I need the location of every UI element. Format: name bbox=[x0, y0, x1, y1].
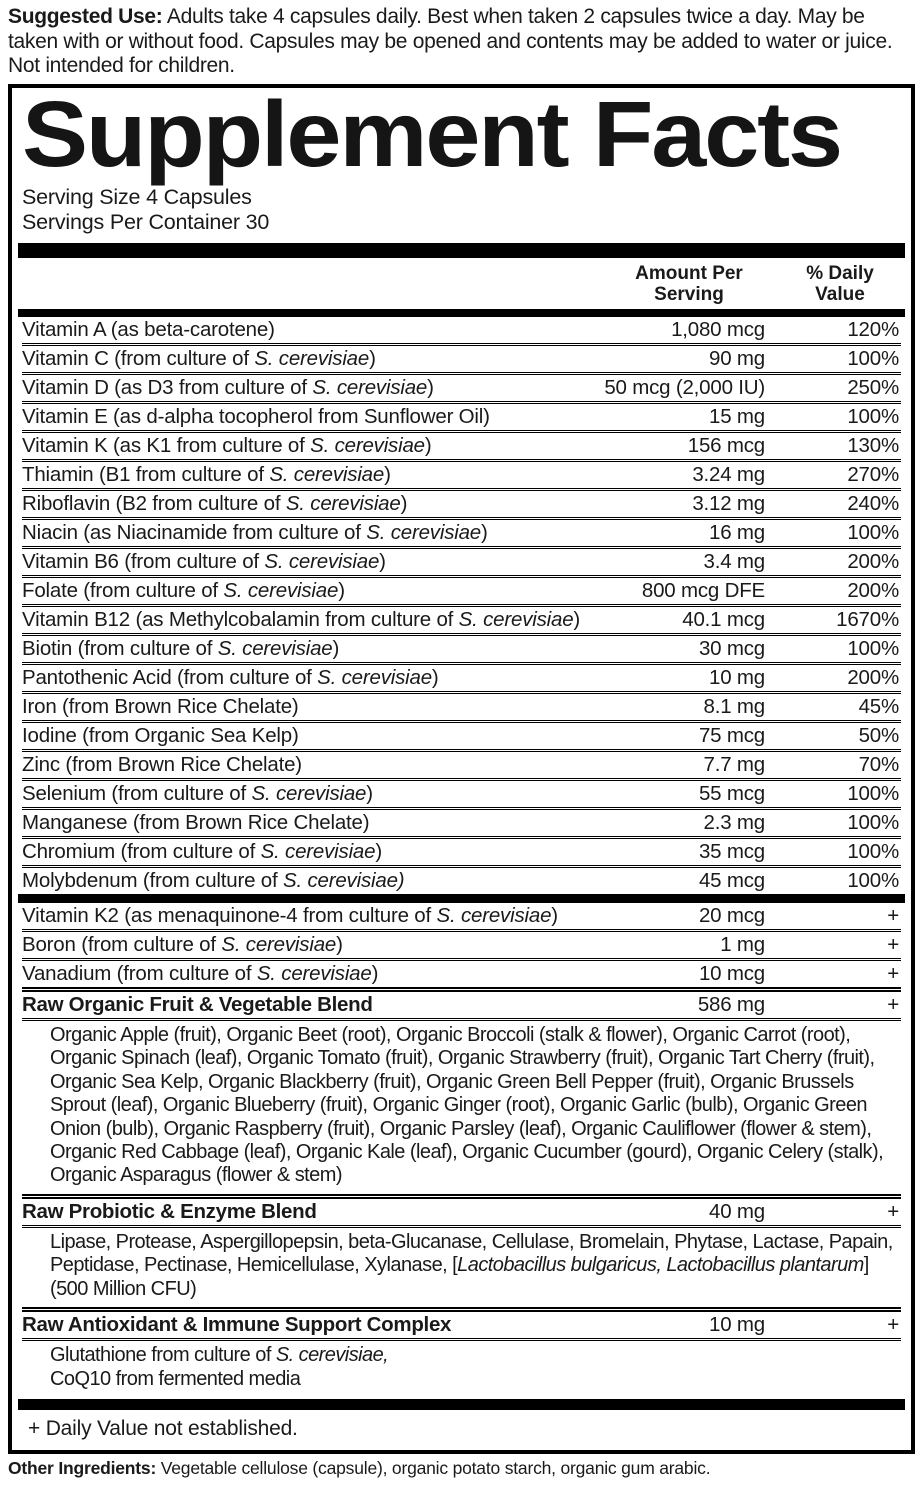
nutrient-name bbox=[22, 868, 599, 894]
nutrient-name-text: Riboflavin (B2 from culture of bbox=[22, 492, 286, 516]
nutrient-name-text: Selenium (from culture of bbox=[22, 782, 252, 806]
nutrient-name-text: Vitamin E (as d-alpha tocopherol from Sunflower Oil) bbox=[22, 405, 490, 429]
nutrient-dv: 100% bbox=[847, 405, 899, 429]
nutrient-name-text: ) bbox=[573, 608, 581, 632]
nutrient-name bbox=[22, 404, 599, 430]
blend-name: Raw Antioxidant & Immune Support Complex bbox=[22, 1313, 452, 1337]
blend-description-italic: Lactobacillus bulgaricus, Lactobacillus plantarum bbox=[457, 1254, 864, 1277]
panel-title: Supplement Facts bbox=[22, 81, 841, 186]
nutrient-row bbox=[22, 317, 901, 343]
nutrient-amount: 10 mcg bbox=[698, 962, 765, 986]
nutrient-rows-no-dv bbox=[22, 903, 901, 987]
suggested-use bbox=[0, 0, 923, 84]
blend-name: Raw Probiotic & Enzyme Blend bbox=[22, 1199, 317, 1223]
nutrient-row bbox=[22, 430, 901, 459]
nutrient-name-text: Vitamin B6 (from culture of bbox=[22, 550, 265, 574]
nutrient-name bbox=[22, 375, 599, 401]
nutrient-name-text: Vitamin K (as K1 from culture of bbox=[22, 434, 311, 458]
nutrient-row bbox=[22, 778, 901, 807]
column-headers bbox=[22, 258, 901, 309]
nutrient-row bbox=[22, 749, 901, 778]
nutrient-dv: 100% bbox=[847, 869, 899, 893]
nutrient-row bbox=[22, 343, 901, 372]
nutrient-name-italic: S. cerevisiae bbox=[251, 782, 367, 806]
servings-per-container: Servings Per Container 30 bbox=[22, 210, 270, 235]
nutrient-name-text: ) bbox=[400, 492, 408, 516]
nutrient-row bbox=[22, 691, 901, 720]
nutrient-name bbox=[22, 578, 599, 604]
divider-bar-top bbox=[18, 243, 905, 258]
nutrient-name-text: ) bbox=[379, 550, 386, 574]
column-spacer bbox=[22, 263, 599, 305]
nutrient-row bbox=[22, 546, 901, 575]
column-header-dv-text: % Daily Value bbox=[806, 263, 874, 306]
supplement-facts-panel bbox=[8, 81, 915, 1454]
nutrient-row bbox=[22, 662, 901, 691]
nutrient-name-text: ) bbox=[366, 782, 373, 806]
nutrient-amount: 15 mg bbox=[709, 405, 765, 429]
nutrient-name-text: ) bbox=[371, 962, 379, 986]
nutrient-dv: 100% bbox=[847, 347, 899, 371]
nutrient-name-text: ) bbox=[338, 579, 345, 603]
nutrient-name-italic: S. cerevisiae bbox=[254, 347, 370, 371]
nutrient-amount: 35 mcg bbox=[698, 840, 765, 864]
nutrient-dv: 250% bbox=[847, 376, 899, 400]
nutrient-name-italic: S. cerevisiae bbox=[260, 840, 376, 864]
nutrient-dv: + bbox=[887, 962, 899, 986]
nutrient-amount: 1 mg bbox=[720, 933, 765, 957]
other-ingredients-label: Other Ingredients: bbox=[8, 1457, 157, 1478]
nutrient-row bbox=[22, 401, 901, 430]
nutrient-row bbox=[22, 488, 901, 517]
nutrient-dv: 1670% bbox=[836, 608, 899, 632]
nutrient-name bbox=[22, 839, 599, 865]
blend-description-text: Lipase, Protease, Aspergillopepsin, beta-Glucanase, Cellulase, Bromelain, Phytase, Lactase, Papain, Peptidase, Pectinase, Hemicellulase, Xylanase, [ bbox=[50, 1230, 893, 1277]
nutrient-dv: 200% bbox=[847, 579, 899, 603]
blend-sections bbox=[22, 987, 901, 1397]
nutrient-name-italic: S. cerevisiae bbox=[317, 666, 432, 690]
nutrient-name-italic: S. cerevisiae bbox=[285, 492, 401, 516]
nutrient-amount: 40.1 mcg bbox=[682, 608, 765, 632]
nutrient-row bbox=[22, 836, 901, 865]
blend-header-row bbox=[22, 1307, 901, 1338]
nutrient-name-text: ) bbox=[369, 347, 376, 371]
nutrient-amount: 30 mcg bbox=[698, 637, 765, 661]
blend-dv: + bbox=[887, 1313, 899, 1337]
nutrient-amount: 16 mg bbox=[709, 521, 765, 545]
nutrient-amount: 1,080 mcg bbox=[671, 318, 765, 342]
blend-dv: + bbox=[887, 1199, 899, 1223]
nutrient-name-text: Thiamin (B1 from culture of bbox=[22, 463, 270, 487]
nutrient-amount: 10 mg bbox=[709, 666, 765, 690]
nutrient-name bbox=[22, 903, 599, 929]
nutrient-name-italic: S. cerevisiae bbox=[256, 962, 372, 986]
nutrient-name-text: Iron (from Brown Rice Chelate) bbox=[22, 695, 299, 719]
blend-amount: 40 mg bbox=[709, 1199, 765, 1223]
nutrient-row bbox=[22, 633, 901, 662]
column-header-dv bbox=[779, 263, 901, 305]
nutrient-name bbox=[22, 752, 599, 778]
nutrient-name-text: ) bbox=[481, 521, 488, 545]
nutrient-row bbox=[22, 807, 901, 836]
blend-header-row bbox=[22, 987, 901, 1018]
other-ingredients bbox=[0, 1454, 923, 1482]
nutrient-name-italic: S. cerevisiae bbox=[223, 579, 339, 603]
blend-description-italic: S. cerevisiae, bbox=[275, 1344, 389, 1367]
nutrient-name-text: Biotin (from culture of bbox=[22, 637, 218, 661]
nutrient-dv: 130% bbox=[847, 434, 899, 458]
blend-description bbox=[22, 1225, 901, 1307]
blend-description-text: Glutathione from culture of bbox=[50, 1344, 276, 1367]
nutrient-name-italic: S. cerevisiae bbox=[264, 550, 380, 574]
nutrient-name bbox=[22, 665, 599, 691]
nutrient-name bbox=[22, 781, 599, 807]
nutrient-dv: 100% bbox=[847, 840, 899, 864]
nutrient-name-text: Vitamin K2 (as menaquinone-4 from culture of bbox=[22, 904, 437, 928]
blend-header-row bbox=[22, 1194, 901, 1225]
nutrient-name-text: ) bbox=[332, 637, 340, 661]
nutrient-dv: + bbox=[887, 933, 899, 957]
nutrient-name-text: ) bbox=[336, 933, 343, 957]
nutrient-name-italic: S. cerevisiae) bbox=[283, 869, 405, 893]
nutrient-name-text: ) bbox=[375, 840, 382, 864]
nutrient-row bbox=[22, 575, 901, 604]
nutrient-name bbox=[22, 961, 599, 987]
nutrient-name bbox=[22, 433, 599, 459]
nutrient-name-text: Boron (from culture of bbox=[22, 933, 222, 957]
nutrient-row bbox=[22, 720, 901, 749]
nutrient-name bbox=[22, 607, 599, 633]
nutrient-name bbox=[22, 462, 599, 488]
nutrient-row bbox=[22, 903, 901, 929]
nutrient-name-italic: S. cerevisiae bbox=[221, 933, 337, 957]
nutrient-name-text: Vitamin C (from culture of bbox=[22, 347, 255, 371]
divider-bar-header bbox=[18, 309, 905, 317]
blend-amount: 586 mg bbox=[697, 993, 765, 1017]
other-ingredients-text: Vegetable cellulose (capsule), organic potato starch, organic gum arabic. bbox=[156, 1457, 711, 1478]
nutrient-name-italic: S. cerevisiae bbox=[312, 376, 428, 400]
nutrient-amount: 75 mcg bbox=[698, 724, 765, 748]
nutrient-dv: 70% bbox=[858, 753, 899, 777]
nutrient-name-text: Manganese (from Brown Rice Chelate) bbox=[22, 811, 370, 835]
nutrient-row bbox=[22, 958, 901, 987]
nutrient-name-text: Vitamin B12 (as Methylcobalamin from culture of bbox=[22, 608, 459, 632]
blend-description-text: Organic Apple (fruit), Organic Beet (root), Organic Broccoli (stalk & flower), Organic Carrot (root), Organic Spinach (leaf), Organic Tomato (fruit), Organic Strawberry (fruit), Organic Tart Cherry (fruit), Organic Sea Kelp, Organic Blackberry (fruit), Organic Green Bell Pepper (fruit), Organic Brussels Sprout (leaf), Organic Blueberry (fruit), Organic Ginger (root), Organic Garlic (bulb), Organic Green Onion (bulb), Organic Raspberry (fruit), Organic Parsley (leaf), Organic Cauliflower (flower & stem), Organic Red Cabbage (leaf), Organic Kale (leaf), Organic Cucumber (gourd), Organic Celery (stalk), Organic Asparagus (flower & stem) bbox=[50, 1024, 884, 1187]
nutrient-amount: 2.3 mg bbox=[703, 811, 765, 835]
serving-size: Serving Size 4 Capsules bbox=[22, 185, 252, 210]
nutrient-dv: 200% bbox=[847, 550, 899, 574]
nutrient-name bbox=[22, 636, 599, 662]
column-header-amount bbox=[599, 263, 779, 305]
nutrient-amount: 90 mg bbox=[709, 347, 765, 371]
nutrient-name-text: Niacin (as Niacinamide from culture of bbox=[22, 521, 367, 545]
nutrient-amount: 50 mcg (2,000 IU) bbox=[604, 376, 765, 400]
nutrient-amount: 20 mcg bbox=[698, 904, 765, 928]
nutrient-dv: 100% bbox=[847, 782, 899, 806]
nutrient-name-text: ) bbox=[427, 376, 434, 400]
nutrient-dv: 45% bbox=[858, 695, 899, 719]
nutrient-name-italic: S. cerevisiae bbox=[458, 608, 574, 632]
blend-description-text: CoQ10 from fermented media bbox=[50, 1367, 301, 1390]
nutrient-amount: 3.4 mg bbox=[703, 550, 765, 574]
nutrient-amount: 156 mcg bbox=[687, 434, 765, 458]
nutrient-name-italic: S. cerevisiae bbox=[436, 904, 552, 928]
nutrient-name-text: Vitamin D (as D3 from culture of bbox=[22, 376, 313, 400]
nutrient-amount: 8.1 mg bbox=[703, 695, 765, 719]
blend-dv: + bbox=[887, 993, 899, 1017]
blend-description-text: ] (500 Million CFU) bbox=[50, 1254, 869, 1300]
nutrient-name-text: Molybdenum (from culture of bbox=[22, 869, 284, 893]
nutrient-name-text: Pantothenic Acid (from culture of bbox=[22, 666, 318, 690]
suggested-use-label: Suggested Use: bbox=[8, 5, 163, 28]
nutrient-name-text: Chromium (from culture of bbox=[22, 840, 261, 864]
nutrient-name-italic: S. cerevisiae bbox=[217, 637, 333, 661]
nutrient-name-text: ) bbox=[431, 666, 439, 690]
nutrient-name-text: Vanadium (from culture of bbox=[22, 962, 257, 986]
nutrient-row bbox=[22, 459, 901, 488]
column-header-amount-text: Amount Per Serving bbox=[635, 263, 743, 306]
nutrient-amount: 7.7 mg bbox=[703, 753, 765, 777]
nutrient-dv: 100% bbox=[847, 811, 899, 835]
nutrient-dv: + bbox=[887, 904, 899, 928]
nutrient-name-text: ) bbox=[424, 434, 432, 458]
nutrient-amount: 3.12 mg bbox=[692, 492, 765, 516]
nutrient-name bbox=[22, 723, 599, 749]
nutrient-name-text: Vitamin A (as beta-carotene) bbox=[22, 318, 275, 342]
nutrient-dv: 50% bbox=[858, 724, 899, 748]
divider-bar-footnote bbox=[18, 1399, 905, 1410]
nutrient-name-text: Zinc (from Brown Rice Chelate) bbox=[22, 753, 302, 777]
nutrient-name-text: ) bbox=[384, 463, 391, 487]
nutrient-row bbox=[22, 372, 901, 401]
nutrient-name bbox=[22, 346, 599, 372]
nutrient-amount: 55 mcg bbox=[698, 782, 765, 806]
nutrient-name bbox=[22, 317, 599, 343]
nutrient-rows-main bbox=[22, 317, 901, 894]
nutrient-name bbox=[22, 491, 599, 517]
nutrient-dv: 100% bbox=[847, 521, 899, 545]
nutrient-amount: 45 mcg bbox=[698, 869, 765, 893]
nutrient-name-italic: S. cerevisiae bbox=[310, 434, 425, 458]
nutrient-dv: 200% bbox=[847, 666, 899, 690]
blend-description bbox=[22, 1018, 901, 1194]
nutrient-name bbox=[22, 932, 599, 958]
nutrient-amount: 800 mcg DFE bbox=[641, 579, 765, 603]
nutrient-name-text: Iodine (from Organic Sea Kelp) bbox=[22, 724, 299, 748]
nutrient-dv: 120% bbox=[847, 318, 899, 342]
blend-amount: 10 mg bbox=[709, 1313, 765, 1337]
blend-name: Raw Organic Fruit & Vegetable Blend bbox=[22, 993, 373, 1017]
divider-bar-middle bbox=[18, 894, 905, 903]
nutrient-name bbox=[22, 549, 599, 575]
nutrient-row bbox=[22, 604, 901, 633]
nutrient-name bbox=[22, 810, 599, 836]
nutrient-name bbox=[22, 520, 599, 546]
nutrient-row bbox=[22, 865, 901, 894]
nutrient-name bbox=[22, 694, 599, 720]
nutrient-row bbox=[22, 929, 901, 958]
blend-description bbox=[22, 1338, 901, 1397]
suggested-use-text: Adults take 4 capsules daily. Best when taken 2 capsules twice a day. May be taken with or without food. Capsules may be opened and contents may be added to water or juice. Not intended for children. bbox=[8, 5, 893, 77]
nutrient-name-italic: S. cerevisiae bbox=[366, 521, 482, 545]
nutrient-name-text: Folate (from culture of bbox=[22, 579, 224, 603]
nutrient-name-italic: S. cerevisiae bbox=[269, 463, 385, 487]
nutrient-amount: 3.24 mg bbox=[692, 463, 765, 487]
dv-footnote: + Daily Value not established. bbox=[28, 1416, 298, 1440]
nutrient-row bbox=[22, 517, 901, 546]
nutrient-dv: 100% bbox=[847, 637, 899, 661]
nutrient-dv: 270% bbox=[847, 463, 899, 487]
nutrient-dv: 240% bbox=[847, 492, 899, 516]
nutrient-name-text: ) bbox=[551, 904, 558, 928]
